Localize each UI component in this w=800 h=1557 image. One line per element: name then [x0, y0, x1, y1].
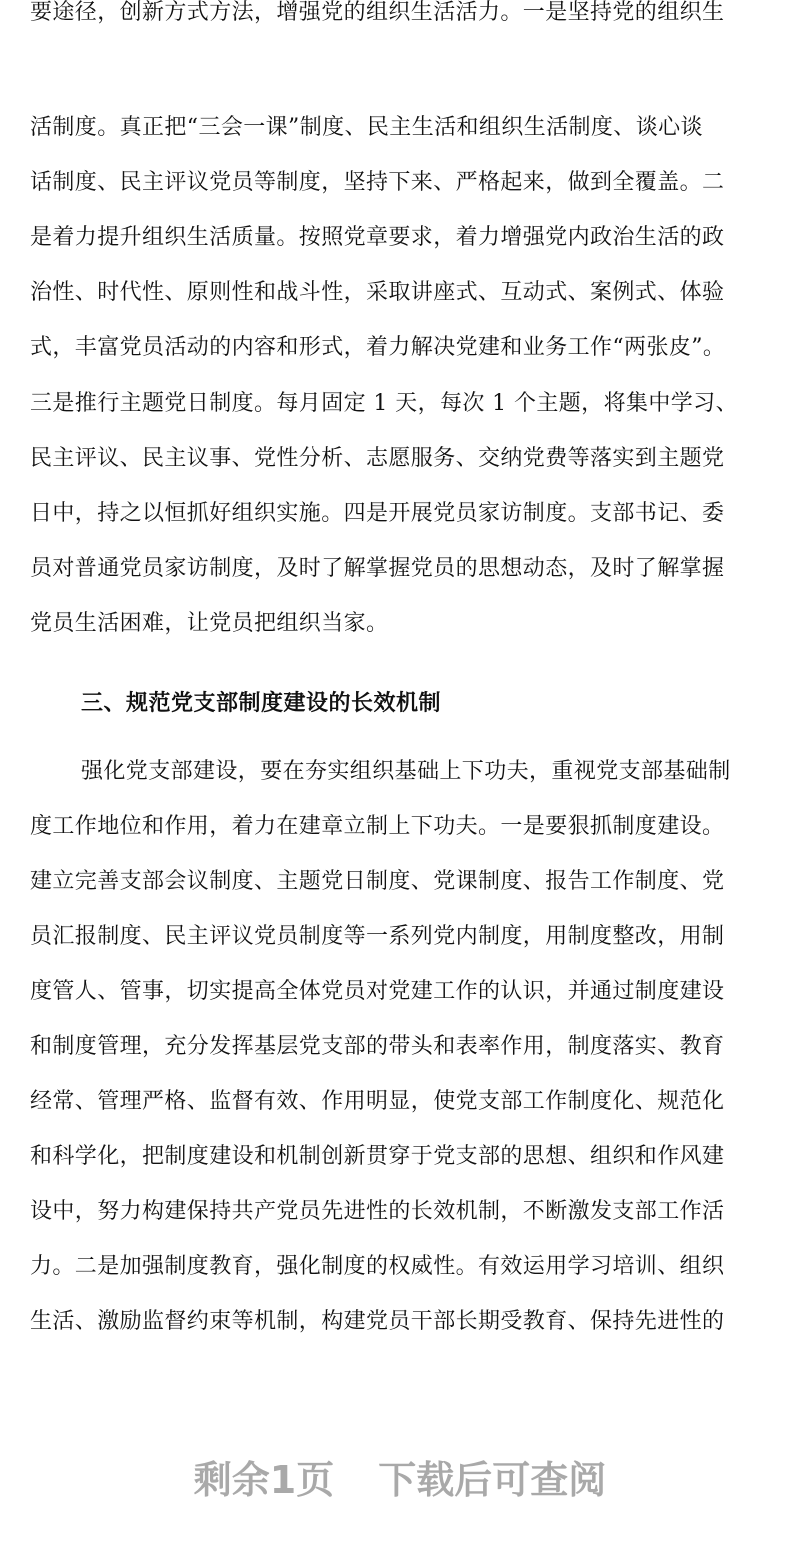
remaining-pages-label: 剩余1页	[193, 1458, 335, 1502]
paragraph2-line-5: 度管人、管事，切实提高全体党员对党建工作的认识，并通过制度建设	[30, 979, 725, 1004]
paragraph2-line-9: 设中，努力构建保持共产党员先进性的长效机制，不断激发支部工作活	[30, 1199, 725, 1224]
paragraph2-line-6: 和制度管理，充分发挥基层党支部的带头和表率作用，制度落实、教育	[30, 1034, 725, 1059]
paragraph2-line-10: 力。二是加强制度教育，强化制度的权威性。有效运用学习培训、组织	[30, 1254, 725, 1279]
paragraph1-line-10: 员对普通党员家访制度，及时了解掌握党员的思想动态，及时了解掌握	[30, 556, 725, 581]
paragraph1-line-2: 活制度。真正把“三会一课”制度、民主生活和组织生活制度、谈心谈	[30, 115, 703, 140]
paragraph2-line-8: 和科学化，把制度建设和机制创新贯穿于党支部的思想、组织和作风建	[30, 1144, 725, 1169]
paragraph2-line-4: 员汇报制度、民主评议党员制度等一系列党内制度，用制度整改，用制	[30, 924, 725, 949]
paragraph1-line-8: 民主评议、民主议事、党性分析、志愿服务、交纳党费等落实到主题党	[30, 446, 725, 471]
paragraph1-line-9: 日中，持之以恒抓好组织实施。四是开展党员家访制度。支部书记、委	[30, 501, 725, 526]
paragraph2-line-7: 经常、管理严格、监督有效、作用明显，使党支部工作制度化、规范化	[30, 1089, 725, 1114]
paragraph1-line-4: 是着力提升组织生活质量。按照党章要求，着力增强党内政治生活的政	[30, 225, 725, 250]
paragraph1-line-3: 话制度、民主评议党员等制度，坚持下来、严格起来，做到全覆盖。二	[30, 170, 725, 195]
paragraph1-line-7: 三是推行主题党日制度。每月固定 1 天，每次 1 个主题，将集中学习、	[30, 391, 738, 416]
paragraph1-line-5: 治性、时代性、原则性和战斗性，采取讲座式、互动式、案例式、体验	[30, 280, 725, 305]
download-to-view-banner[interactable]	[0, 1450, 800, 1510]
paragraph2-line-1: 强化党支部建设，要在夯实组织基础上下功夫，重视党支部基础制	[81, 759, 731, 784]
paragraph1-line-11: 党员生活困难，让党员把组织当家。	[30, 611, 389, 636]
paragraph1-line-1: 要途径，创新方式方法，增强党的组织生活活力。一是坚持党的组织生	[30, 0, 725, 25]
download-prompt-label: 下载后可查阅	[378, 1458, 607, 1502]
section-heading: 三、规范党支部制度建设的长效机制	[81, 691, 442, 716]
paragraph1-line-6: 式，丰富党员活动的内容和形式，着力解决党建和业务工作“两张皮”。	[30, 335, 726, 360]
paragraph2-line-3: 建立完善支部会议制度、主题党日制度、党课制度、报告工作制度、党	[30, 869, 725, 894]
paragraph2-line-2: 度工作地位和作用，着力在建章立制上下功夫。一是要狠抓制度建设。	[30, 814, 725, 839]
paragraph2-line-11: 生活、激励监督约束等机制，构建党员干部长期受教育、保持先进性的	[30, 1309, 725, 1334]
